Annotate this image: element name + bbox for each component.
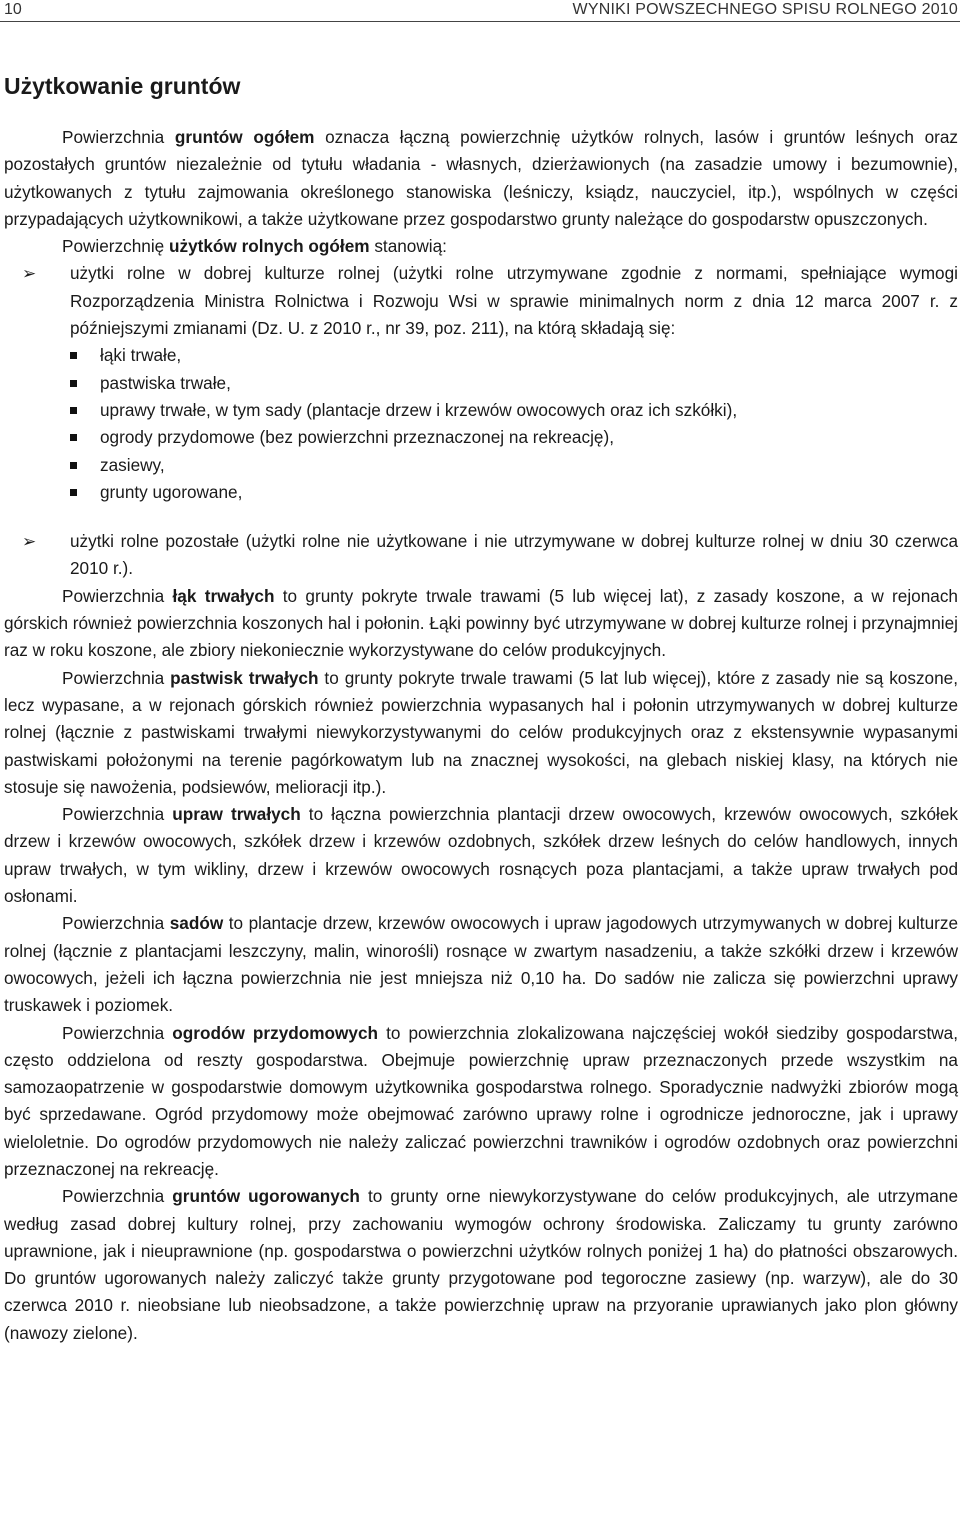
arrow-bullet-icon: ➢ <box>22 532 37 552</box>
body-text <box>4 124 958 1347</box>
square-bullet-icon <box>70 380 77 387</box>
arrow-bullet-icon: ➢ <box>22 264 37 284</box>
sub-list <box>70 342 958 506</box>
agricultural-land-list <box>4 260 958 582</box>
page-header <box>0 0 960 20</box>
term-bold: upraw trwałych <box>172 804 301 825</box>
list-item-text: użytki rolne pozostałe (użytki rolne nie użytkowane i nie utrzymywane w dobrej kulturze rolnej w dniu 30 czerwca 2010 r.). <box>70 531 958 579</box>
sub-list-item-text: pastwiska trwałe, <box>100 372 231 393</box>
sub-list-item-text: łąki trwałe, <box>100 345 182 366</box>
sub-list-item <box>70 479 958 506</box>
square-bullet-icon <box>70 434 77 441</box>
text-run: stanowią: <box>369 236 447 257</box>
sub-list-item <box>70 342 958 369</box>
sub-list-item <box>70 424 958 451</box>
paragraph-agricultural-land <box>4 233 958 260</box>
list-item <box>4 260 958 506</box>
paragraph-permanent-pastures <box>4 665 958 801</box>
list-item <box>4 528 958 583</box>
text-run: to powierzchnia zlokalizowana najczęściej wokół siedziby gospodarstwa, często oddzielona od reszty gospodarstwa. Obejmuje powierzchnię upraw przeznaczonych przede wszystkim na samozaopatrzenie w gospodarstwie domowym użytkownika gospodarstwa rolnego. Sporadycznie nadwyżki zbiorów mogą być sprzedawane. Ogród przydomowy może obejmować zarówno uprawy rolne i ogrodnicze jednoroczne, jak i uprawy wieloletnie. Do ogrodów przydomowych nie należy zaliczać powierzchni trawników i ogrodów ozdobnych oraz powierzchni przeznaczonej na rekreację. <box>4 1022 959 1179</box>
term-bold: łąk trwałych <box>172 585 275 606</box>
text-run: Powierzchnia <box>62 1186 173 1207</box>
sub-list-item <box>70 370 958 397</box>
paragraph-gross-land <box>4 124 958 233</box>
page-number: 10 <box>4 1 22 18</box>
text-run: to plantacje drzew, krzewów owocowych i upraw jagodowych utrzymywanych w dobrej kulturze rolnej (łącznie z plantacjami leszczyny, malin, winorośli) rosnące w zwartym nasadzeniu, a także szkółki drzew i krzewów owocowych, jeżeli ich łączna powierzchnia nie jest mniejsza niż 0,10 ha. Do sadów nie zalicza się powierzchni uprawy truskawek i poziomek. <box>4 913 958 1016</box>
sub-list-item-text: grunty ugorowane, <box>100 481 243 502</box>
sub-list-item-text: zasiewy, <box>100 454 165 475</box>
square-bullet-icon <box>70 407 77 414</box>
text-run: Powierzchnia <box>62 667 171 688</box>
term-bold: użytków rolnych ogółem <box>169 236 370 257</box>
text-run: to łączna powierzchnia plantacji drzew owocowych, krzewów owocowych, szkółek drzew i krzewów owocowych, szkółek drzew i krzewów ozdobnych, szkółek drzew leśnych do celów handlowych, innych upraw trwałych, w tym wikliny, drzew i krzewów owocowych rosnących poza plantacjami, a także upraw trwałych pod osłonami. <box>4 804 958 907</box>
text-run: to grunty pokryte trwale trawami (5 lub więcej lat), z zasady koszone, a w rejonach górskich również powierzchnia koszonych hal i połonin. Łąki powinny być utrzymywane w dobrej kulturze rolnej i przynajmniej raz w roku koszone, ale zbiory niekoniecznie wykorzystywane do celów produkcyjnych. <box>4 585 958 661</box>
text-run: Powierzchnia <box>62 1022 173 1043</box>
paragraph-orchards <box>4 910 958 1019</box>
paragraph-fallow-land <box>4 1183 958 1347</box>
text-run: to grunty pokryte trwale trawami (5 lat lub więcej), które z zasady nie są koszone, lecz wypasane, a w rejonach górskich również powierzchnia wypasanych hal i połonin utrzymywanych w dobrej kulturze rolnej (łącznie z pastwiskami trwałymi niewykorzystywanymi do celów produkcyjnych oraz z ekstensywnie wypasanymi pastwiskami położonymi na terenie pagórkowatym lub na znacznej wysokości, na glebach niskiej klasy, na których nie stosuje się nawożenia, podsiewów, melioracji itp.). <box>4 667 958 797</box>
section-title: Użytkowanie gruntów <box>4 73 241 99</box>
paragraph-kitchen-gardens <box>4 1020 958 1184</box>
list-item-text: użytki rolne w dobrej kulturze rolnej (użytki rolne utrzymywane zgodnie z normami, spełniające wymogi Rozporządzenia Ministra Rolnictwa i Rozwoju Wsi w sprawie minimalnych norm z dnia 12 marca 2007 r. z późniejszymi zmianami (Dz. U. z 2010 r., nr 39, poz. 211), na którą składają się: <box>70 263 958 339</box>
sub-list-item-text: uprawy trwałe, w tym sady (plantacje drzew i krzewów owocowych oraz ich szkółki), <box>100 399 738 420</box>
sub-list-item <box>70 397 958 424</box>
term-bold: ogrodów przydomowych <box>172 1022 379 1043</box>
sub-list-item <box>70 452 958 479</box>
text-run: Powierzchnia <box>62 585 173 606</box>
header-rule <box>0 21 960 22</box>
sub-list-item-text: ogrody przydomowe (bez powierzchni przeznaczonej na rekreację), <box>100 427 614 448</box>
paragraph-permanent-crops <box>4 801 958 910</box>
text-run: Powierzchnia <box>62 127 175 147</box>
text-run: to grunty orne niewykorzystywane do celów produkcyjnych, ale utrzymane według zasad dobrej kultury rolnej, przy zachowaniu wymogów ochrony środowiska. Zaliczamy tu grunty zarówno uprawnione, jak i nieuprawnione (np. gospodarstwa o powierzchni użytków rolnych poniżej 1 ha) do płatności obszarowych. Do gruntów ugorowanych należy zaliczyć także grunty przygotowane pod tegoroczne zasiewy (np. warzyw), ale do 30 czerwca 2010 r. nieobsiane lub nieobsadzone, a także powierzchnię upraw na przyoranie uprawianych jako plon główny (nawozy zielone). <box>4 1186 959 1343</box>
text-run: Powierzchnia <box>62 804 173 825</box>
square-bullet-icon <box>70 352 77 359</box>
square-bullet-icon <box>70 462 77 469</box>
term-bold: gruntów ogółem <box>174 127 315 147</box>
running-title: WYNIKI POWSZECHNEGO SPISU ROLNEGO 2010 <box>572 1 958 18</box>
term-bold: sadów <box>169 913 224 934</box>
square-bullet-icon <box>70 489 77 496</box>
paragraph-permanent-meadows <box>4 583 958 665</box>
term-bold: gruntów ugorowanych <box>172 1186 360 1207</box>
text-run: Powierzchnia <box>62 913 170 934</box>
text-run: oznacza łączną powierzchnię użytków rolnych, lasów i gruntów leśnych oraz pozostałych gruntów niezależnie od tytułu władania - własnych, dzierżawionych (na zasadzie umowy i bezumownie), użytkowanych z tytułu zajmowania określonego stanowiska (leśniczy, ksiądz, nauczyciel, itp.), wspólnych w części przypadających użytkownikowi, a także użytkowane przez gospodarstwo grunty należące do gospodarstw opuszczonych. <box>4 127 958 229</box>
text-run: Powierzchnię <box>62 236 169 257</box>
term-bold: pastwisk trwałych <box>170 667 319 688</box>
